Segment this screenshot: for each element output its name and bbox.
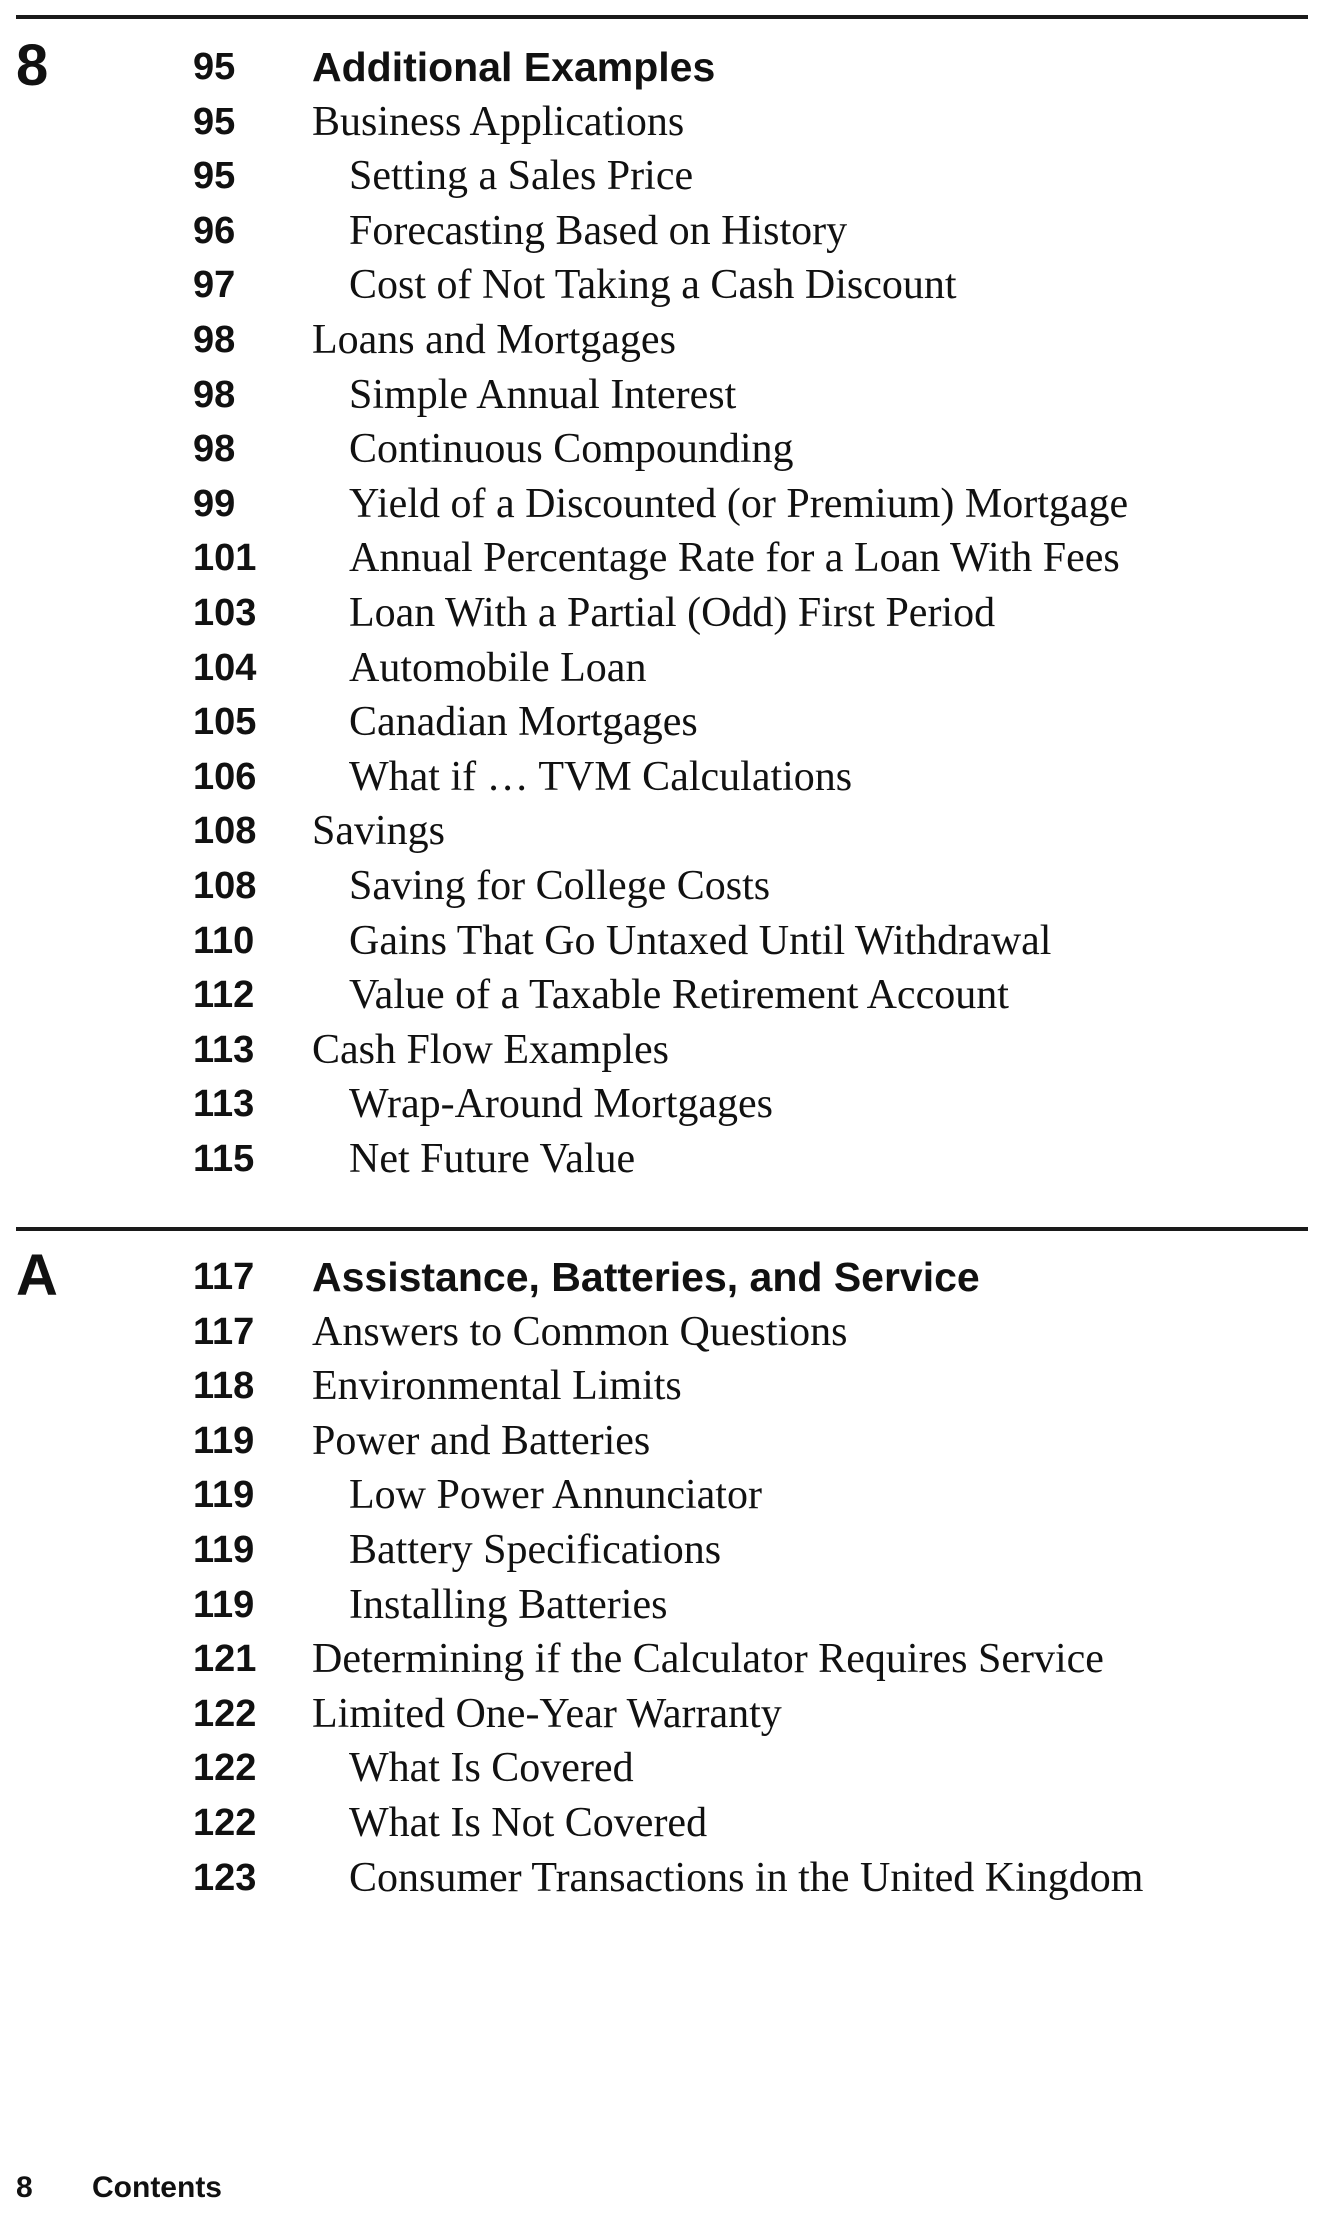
toc-entry[interactable] bbox=[0, 258, 1318, 312]
toc-entry-title: Annual Percentage Rate for a Loan With Fees bbox=[349, 535, 1120, 582]
toc-entry[interactable] bbox=[0, 531, 1318, 585]
toc-entry-title: Loan With a Partial (Odd) First Period bbox=[349, 590, 996, 636]
toc-entry-title: Cost of Not Taking a Cash Discount bbox=[349, 262, 957, 309]
toc-entry[interactable] bbox=[0, 968, 1318, 1022]
toc-page-number: 103 bbox=[193, 592, 257, 634]
toc-entry-title: Simple Annual Interest bbox=[349, 371, 737, 418]
toc-entry-title: Battery Specifications bbox=[349, 1527, 722, 1573]
footer-page-number: 8 bbox=[16, 2171, 33, 2204]
toc-entry-title: Answers to Common Questions bbox=[312, 1308, 848, 1355]
toc-entry-title: Power and Batteries bbox=[312, 1417, 651, 1464]
toc-entry-title: Forecasting Based on History bbox=[349, 207, 848, 254]
toc-entry[interactable] bbox=[0, 1796, 1318, 1850]
toc-entry-title: Loans and Mortgages bbox=[312, 317, 676, 363]
toc-entry[interactable] bbox=[0, 422, 1318, 476]
toc-page-number: 121 bbox=[193, 1638, 257, 1681]
toc-entry-title: Consumer Transactions in the United Kingdom bbox=[349, 1854, 1144, 1901]
toc-entry[interactable] bbox=[0, 1359, 1318, 1413]
toc-page-number: 122 bbox=[193, 1802, 257, 1844]
toc-page-number: 115 bbox=[193, 1138, 255, 1180]
section-divider bbox=[16, 1227, 1308, 1231]
toc-page-number: 112 bbox=[193, 974, 255, 1017]
toc-page-number: 105 bbox=[193, 701, 257, 744]
toc-section-chapter-8 bbox=[0, 15, 1318, 1195]
toc-entry-title: Assistance, Batteries, and Service bbox=[312, 1254, 980, 1300]
toc-entry-title: Cash Flow Examples bbox=[312, 1026, 669, 1073]
toc-entry[interactable] bbox=[0, 914, 1318, 968]
toc-entry-title: Savings bbox=[312, 808, 446, 855]
toc-entry-title: Canadian Mortgages bbox=[349, 699, 698, 746]
toc-page-number: 117 bbox=[193, 1256, 255, 1298]
toc-entry[interactable] bbox=[0, 1741, 1318, 1795]
toc-entry[interactable] bbox=[0, 1305, 1318, 1359]
section-divider bbox=[16, 15, 1308, 19]
toc-entry-title: Saving for College Costs bbox=[349, 863, 771, 909]
toc-entry-title: Automobile Loan bbox=[349, 644, 647, 691]
toc-entry[interactable] bbox=[0, 1468, 1318, 1522]
toc-entry-title: Wrap-Around Mortgages bbox=[349, 1081, 774, 1128]
toc-entry[interactable] bbox=[0, 1132, 1318, 1186]
toc-entry[interactable] bbox=[0, 95, 1318, 149]
toc-page-number: 104 bbox=[193, 646, 257, 689]
toc-entry-title: Business Applications bbox=[312, 98, 685, 145]
toc-entry[interactable] bbox=[0, 313, 1318, 367]
toc-page-number: 119 bbox=[193, 1583, 255, 1626]
toc-heading-entry[interactable] bbox=[0, 1250, 1318, 1304]
toc-entry-title: Low Power Annunciator bbox=[349, 1472, 762, 1519]
toc-page-number: 98 bbox=[193, 319, 236, 361]
toc-entry[interactable] bbox=[0, 641, 1318, 695]
toc-entry[interactable] bbox=[0, 695, 1318, 749]
toc-page-number: 98 bbox=[193, 373, 236, 416]
toc-page-number: 118 bbox=[193, 1365, 255, 1408]
toc-entry[interactable] bbox=[0, 1632, 1318, 1686]
toc-page-number: 119 bbox=[193, 1529, 255, 1571]
toc-entry[interactable] bbox=[0, 1687, 1318, 1741]
page-footer bbox=[16, 2170, 222, 2206]
toc-entry[interactable] bbox=[0, 477, 1318, 531]
toc-entry-title: Environmental Limits bbox=[312, 1363, 682, 1410]
toc-page-number: 108 bbox=[193, 810, 257, 853]
toc-entry-title: Net Future Value bbox=[349, 1136, 636, 1182]
toc-page-number: 106 bbox=[193, 755, 257, 798]
toc-entry[interactable] bbox=[0, 1414, 1318, 1468]
toc-page-number: 98 bbox=[193, 428, 236, 471]
toc-page-number: 110 bbox=[193, 919, 255, 962]
toc-entry[interactable] bbox=[0, 1077, 1318, 1131]
chapter-number: 8 bbox=[16, 33, 49, 98]
toc-entry-title: Yield of a Discounted (or Premium) Mortgage bbox=[349, 480, 1129, 527]
toc-page-number: 96 bbox=[193, 209, 236, 252]
toc-entry-title: What Is Not Covered bbox=[349, 1800, 708, 1846]
toc-page-number: 117 bbox=[193, 1310, 255, 1353]
toc-page-number: 101 bbox=[193, 537, 257, 580]
toc-entry[interactable] bbox=[0, 204, 1318, 258]
toc-page-number: 122 bbox=[193, 1747, 257, 1790]
toc-page-number: 95 bbox=[193, 100, 236, 143]
toc-page-number: 119 bbox=[193, 1419, 255, 1462]
toc-entry-title: Determining if the Calculator Requires Service bbox=[312, 1636, 1104, 1683]
toc-page-number: 123 bbox=[193, 1856, 257, 1899]
toc-page-number: 113 bbox=[193, 1028, 255, 1071]
toc-entry[interactable] bbox=[0, 1578, 1318, 1632]
toc-entry-title: Additional Examples bbox=[312, 44, 716, 90]
toc-page-number: 95 bbox=[193, 155, 236, 198]
toc-page-number: 119 bbox=[193, 1474, 255, 1517]
toc-page-number: 99 bbox=[193, 482, 236, 525]
toc-section-appendix-a bbox=[0, 1227, 1318, 1927]
toc-entry-title: What if … TVM Calculations bbox=[349, 753, 853, 800]
chapter-letter: A bbox=[16, 1243, 58, 1308]
toc-entry[interactable] bbox=[0, 586, 1318, 640]
toc-entry[interactable] bbox=[0, 859, 1318, 913]
toc-page-number: 113 bbox=[193, 1083, 255, 1126]
toc-page-number: 95 bbox=[193, 46, 236, 88]
footer-label: Contents bbox=[92, 2171, 222, 2204]
toc-entry[interactable] bbox=[0, 1023, 1318, 1077]
toc-entry-title: Value of a Taxable Retirement Account bbox=[349, 972, 1009, 1019]
toc-page-number: 108 bbox=[193, 865, 257, 907]
toc-entry[interactable] bbox=[0, 1851, 1318, 1905]
toc-entry-title: Continuous Compounding bbox=[349, 426, 794, 473]
toc-entry[interactable] bbox=[0, 368, 1318, 422]
toc-entry-title: Gains That Go Untaxed Until Withdrawal bbox=[349, 917, 1052, 964]
toc-entry[interactable] bbox=[0, 149, 1318, 203]
toc-entry[interactable] bbox=[0, 1523, 1318, 1577]
toc-page-number: 122 bbox=[193, 1692, 257, 1735]
toc-entry[interactable] bbox=[0, 750, 1318, 804]
toc-entry-title: Setting a Sales Price bbox=[349, 153, 694, 200]
toc-page-number: 97 bbox=[193, 264, 236, 307]
toc-entry-title: Installing Batteries bbox=[349, 1581, 668, 1628]
toc-heading-entry[interactable] bbox=[0, 40, 1318, 94]
toc-entry-title: Limited One-Year Warranty bbox=[312, 1690, 782, 1737]
toc-entry[interactable] bbox=[0, 804, 1318, 858]
toc-entry-title: What Is Covered bbox=[349, 1745, 634, 1792]
